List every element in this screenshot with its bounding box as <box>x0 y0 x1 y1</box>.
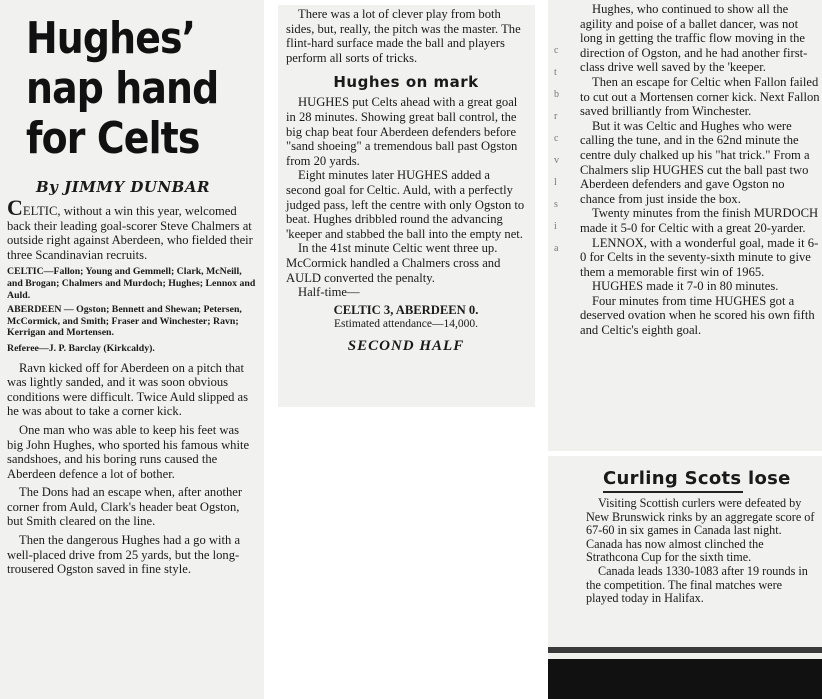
paragraph: Then the dangerous Hughes had a go with a well-placed drive from 25 yards, but the long-trousered Ogston saved in fine style. <box>7 533 241 577</box>
headline-rule <box>603 491 743 493</box>
paragraph: There was a lot of clever play from both sides, but, really, the pitch was the master. The flint-hard surface made the ball and players perform all sorts of tricks. <box>286 7 521 65</box>
article-column-1 <box>0 0 264 699</box>
headline-line-1: Hughes’ <box>26 13 196 64</box>
paragraph: Canada leads 1330-1083 after 19 rounds in the competition. The final matches were played today in Halifax. <box>586 563 808 606</box>
subheading: Hughes on mark <box>333 73 479 92</box>
paragraph: Ravn kicked off for Aberdeen on a pitch that was lightly sanded, and it was soon obvious conditions were difficult. Twice Auld slipped as he was about to take a corner kick. <box>7 360 249 419</box>
team-lineups <box>7 266 257 339</box>
article-column-2 <box>278 5 535 407</box>
referee-line: Referee—J. P. Barclay (Kirkcaldy). <box>7 342 155 354</box>
aberdeen-lineup: ABERDEEN — Ogston; Bennett and Shewan; Petersen, McCormick, and Smith; Fraser and Winchester; Ravn; Kerrigan and Mortensen. <box>7 304 242 339</box>
byline: By JIMMY DUNBAR <box>36 178 210 196</box>
curling-headline: Curling Scots lose <box>603 468 791 489</box>
paragraph: Visiting Scottish curlers were defeated by New Brunswick rinks by an aggregate score of 67-60 in six games in Canada last night. Canada has now almost clinched the Strathcona Cup for the sixth time. <box>586 496 815 565</box>
article-headline <box>26 14 231 164</box>
second-half-heading: SECOND HALF <box>347 337 465 354</box>
paragraph: In the 41st minute Celtic went three up. McCormick handled a Chalmers cross and AULD converted the penalty. <box>286 241 501 285</box>
curling-body <box>586 497 816 606</box>
halftime-label: Half-time— <box>298 285 360 300</box>
lede-paragraph <box>7 195 257 262</box>
lede-text: ELTIC, without a win this year, welcomed back their leading goal-scorer Steve Chalmers at outside right against Aberdeen, who fielded their three Scandinavian recruits. <box>7 204 253 262</box>
paragraph: The Dons had an escape when, after another corner from Auld, Clark's header beat Ogston, but Smith cleared on the line. <box>7 485 243 529</box>
paragraph: LENNOX, with a wonderful goal, made it 6-0 for Celts in the seventy-sixth minute to give them a memorable first win of 1965. <box>580 235 819 279</box>
column-1-body <box>7 195 257 577</box>
paragraph: HUGHES made it 7-0 in 80 minutes. <box>592 279 779 294</box>
paragraph: Eight minutes later HUGHES added a second goal for Celtic. Auld, with a perfectly judged pass, left the centre with only Ogston to beat. Hughes dribbled round the advancing 'keeper and stabbed the ball into the empty net. <box>286 168 525 241</box>
curling-article <box>548 456 822 699</box>
paragraph: Then an escape for Celtic when Fallon failed to cut out a Mortensen corner kick. Next Fallon saved brilliantly from Winchester. <box>580 74 820 119</box>
paragraph: Twenty minutes from the finish MURDOCH made it 5-0 for Celtic with a great 20-yarder. <box>580 206 819 235</box>
page-edge-shadow <box>548 639 822 699</box>
celtic-lineup: CELTIC—Fallon; Young and Gemmell; Clark, McNeill, and Brogan; Chalmers and Murdoch; Hughes; Lennox and Auld. <box>7 266 256 301</box>
paragraph: Four minutes from time HUGHES got a deserved ovation when he scored his own fifth and Celtic's eighth goal. <box>580 293 815 338</box>
paragraph: But it was Celtic and Hughes who were calling the tune, and in the 62nd minute the centre duly chalked up his "hat trick." From a Chalmers slip HUGHES cut the ball past two Aberdeen defenders and gave Ogston no chance from just inside the box. <box>580 118 810 206</box>
paragraph: HUGHES put Celts ahead with a great goal in 28 minutes. Showing great ball control, the big chap beat four Aberdeen defenders before "sand shoeing" a tremendous ball past Ogston from 20 yards. <box>286 95 518 168</box>
margin-fragments: c t b r c v l s i a <box>554 45 559 254</box>
column-2-body <box>286 7 526 355</box>
paragraph: Hughes, who continued to show all the agility and poise of a ballet dancer, was not long in getting the traffic flow moving in the direction of Ogston, and he had another first-class drive well saved by the 'keeper. <box>580 2 808 75</box>
paragraph: One man who was able to keep his feet was big John Hughes, who sported his famous white sandshoes, and his boring runs caused the Aberdeen defence a lot of bother. <box>7 422 250 481</box>
attendance: Estimated attendance—14,000. <box>333 318 479 331</box>
drop-cap: C <box>7 195 23 220</box>
article-column-3 <box>548 0 822 451</box>
headline-line-3: for Celts <box>26 113 200 164</box>
halftime-score: CELTIC 3, ABERDEEN 0. <box>333 302 479 317</box>
column-3-body <box>580 2 820 338</box>
headline-line-2: nap hand <box>26 63 219 114</box>
